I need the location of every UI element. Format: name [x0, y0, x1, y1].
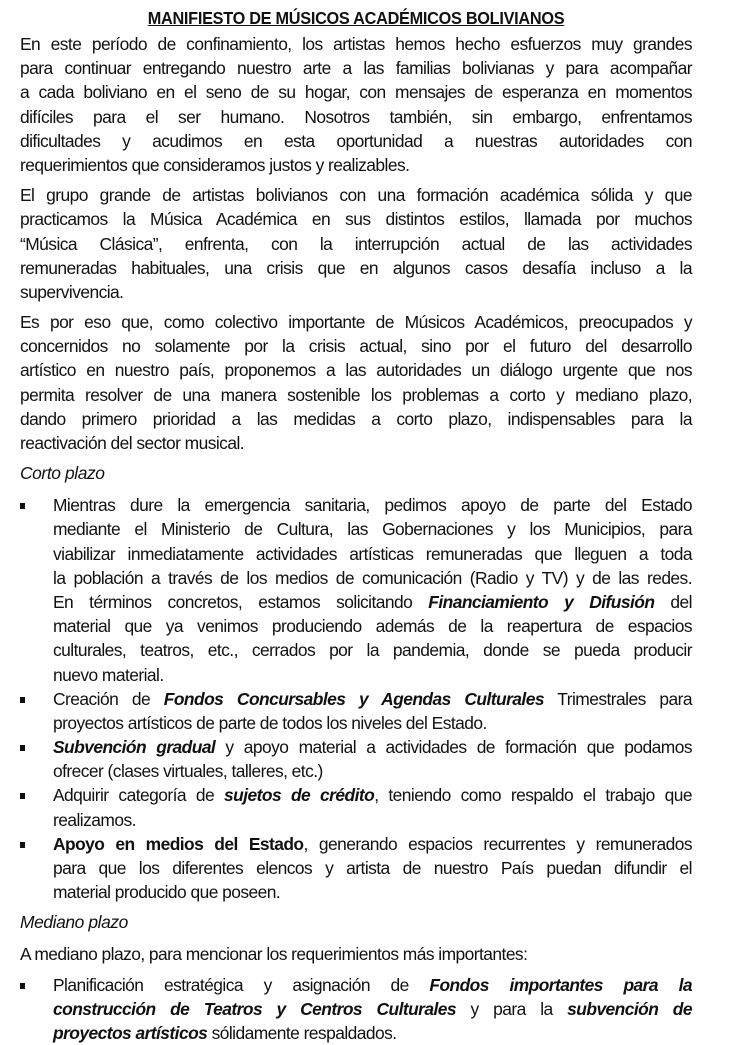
emphasis-text: construcción de Teatros y Centros Culturales: [53, 998, 457, 1019]
list-item: [20, 735, 692, 783]
text-span: , generando espacios recurrentes y remunerados: [303, 833, 692, 854]
text-line: supervivencia.: [20, 281, 124, 302]
emphasis-text: sujetos de crédito: [224, 785, 375, 806]
text-span: Adquirir categoría de: [53, 785, 225, 806]
text-line: difíciles para el ser humano. Nosotros también, sin embargo, enfrentamos: [20, 106, 692, 127]
text-line: [53, 973, 692, 997]
text-span: Trimestrales para: [543, 688, 692, 709]
text-line: [53, 997, 692, 1021]
text-line: la población a través de los medios de comunicación (Radio y TV) y de las redes.: [53, 567, 692, 588]
text-line: a cada boliviano en el seno de su hogar, con mensajes de esperanza en momentos: [20, 82, 692, 103]
text-line: El grupo grande de artistas bolivianos con una formación académica sólida y que: [20, 185, 692, 206]
list-item: [20, 493, 692, 687]
text-line: permita resolver de una manera sostenible los problemas a corto y mediano plazo,: [20, 384, 692, 405]
text-line: reactivación del sector musical.: [20, 433, 245, 453]
text-line: [53, 687, 692, 711]
bullet-icon: [20, 793, 25, 799]
text-span: y apoyo material a actividades de formación que podamos: [215, 737, 692, 758]
paragraph-2: [20, 183, 692, 304]
text-span: , teniendo como respaldo el trabajo que: [374, 785, 692, 806]
text-line: [53, 832, 692, 856]
text-line: [53, 1021, 692, 1045]
text-line: viabilizar inmediatamente actividades artísticas remuneradas que lleguen a toda: [53, 543, 692, 564]
document-title: MANIFIESTO DE MÚSICOS ACADÉMICOS BOLIVIANOS: [147, 8, 565, 28]
emphasis-text: subvención de: [567, 998, 692, 1019]
bullet-icon: [20, 842, 25, 848]
text-line: requerimientos que consideramos justos y realizables.: [20, 154, 410, 175]
text-line: concernidos no solamente por la crisis actual, sino por el futuro del desarrollo: [20, 336, 692, 357]
text-line: mediante el Ministerio de Cultura, las Gobernaciones y los Municipios, para: [53, 519, 692, 540]
text-span: y para la: [456, 998, 568, 1019]
text-line: para que los diferentes elencos y artista de nuestro País puedan difundir el: [53, 858, 692, 878]
bullet-icon: [20, 503, 25, 509]
text-line: Mientras dure la emergencia sanitaria, pedimos apoyo de parte del Estado: [53, 495, 692, 516]
list-item: [20, 687, 692, 735]
section-heading-medium-term: Mediano plazo: [20, 912, 128, 933]
text-line: para continuar entregando nuestro arte a las familias bolivianas y para acompañar: [20, 58, 692, 79]
text-line: dando primero prioridad a las medidas a corto plazo, indispensables para la: [20, 408, 692, 429]
section-heading-short-term: Corto plazo: [20, 463, 105, 484]
text-line: ofrecer (clases virtuales, talleres, etc.): [53, 761, 323, 782]
text-span: del: [654, 591, 692, 612]
text-line: material que ya venimos produciendo además de la reapertura de espacios: [53, 616, 692, 637]
list-item: [20, 973, 692, 1045]
text-span: Creación de: [53, 688, 164, 709]
text-line: remuneradas habituales, una crisis que en algunos casos desafía incluso a la: [20, 257, 692, 278]
emphasis-text: proyectos artísticos: [53, 1022, 208, 1043]
text-line: culturales, teatros, etc., cerrados por la pandemia, donde se pueda producir: [53, 640, 692, 661]
paragraph-3: [20, 310, 692, 455]
emphasis-text: Fondos importantes para la: [429, 974, 692, 995]
text-line: realizamos.: [53, 809, 136, 830]
text-line: artístico en nuestro país, proponemos a las autoridades un diálogo urgente que nos: [20, 360, 692, 381]
bullet-icon: [20, 745, 25, 751]
emphasis-text: Fondos Concursables y Agendas Culturales: [163, 688, 544, 709]
list-item: [20, 783, 692, 831]
document-page: [20, 0, 692, 1045]
text-line: A mediano plazo, para mencionar los requerimientos más importantes:: [20, 944, 528, 965]
paragraph-1: [20, 32, 692, 177]
list-item: [20, 832, 692, 905]
text-line: “Música Clásica”, enfrenta, con la interrupción actual de las actividades: [20, 233, 692, 254]
text-line: practicamos la Música Académica en sus distintos estilos, llamada por muchos: [20, 209, 692, 230]
text-span: En términos concretos, estamos solicitando: [53, 591, 429, 612]
text-span: Planificación estratégica y asignación de: [53, 974, 430, 995]
text-line: nuevo material.: [53, 664, 164, 685]
text-line: dificultades y acudimos en esta oportunidad a nuestras autoridades con: [20, 130, 692, 151]
text-line: material producido que poseen.: [53, 882, 281, 903]
bullet-icon: [20, 697, 25, 703]
text-line: Es por eso que, como colectivo importante de Músicos Académicos, preocupados y: [20, 312, 692, 333]
emphasis-text: Subvención gradual: [53, 737, 216, 758]
emphasis-text: Financiamiento y Difusión: [428, 591, 655, 612]
text-line: [53, 783, 692, 807]
text-line: proyectos artísticos de parte de todos los niveles del Estado.: [53, 712, 487, 733]
bold-text: Apoyo en medios del Estado: [53, 833, 304, 854]
text-span: sólidamente respaldados.: [207, 1022, 397, 1043]
text-line: En este período de confinamiento, los artistas hemos hecho esfuerzos muy grandes: [20, 34, 692, 54]
text-line: [53, 590, 692, 614]
bullet-icon: [20, 983, 25, 989]
text-line: [53, 735, 692, 759]
